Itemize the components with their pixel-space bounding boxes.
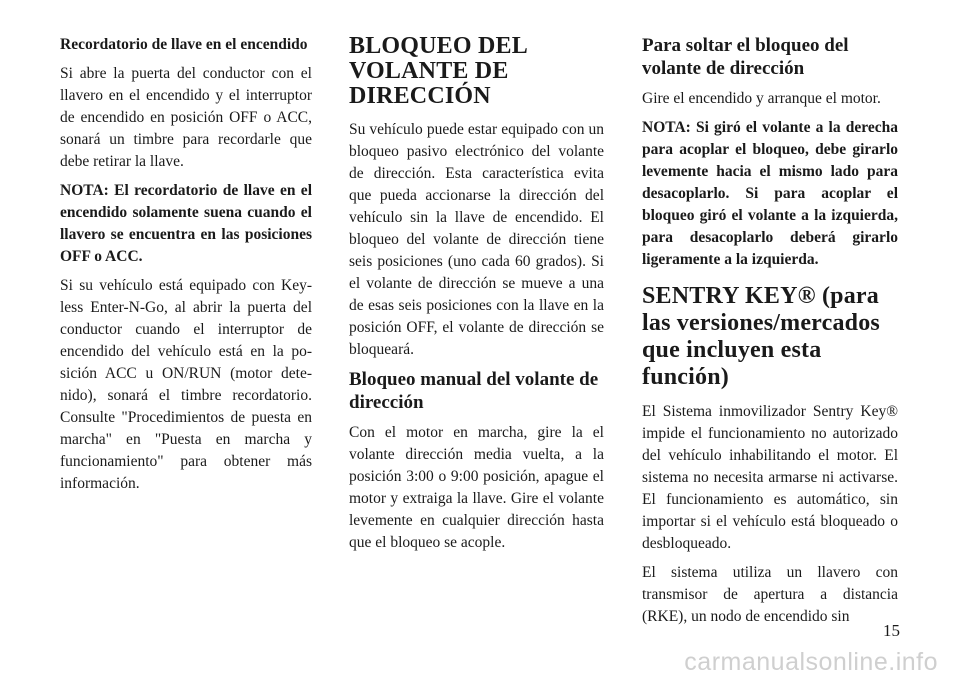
- right-column: [642, 34, 898, 635]
- middle-column: [349, 34, 604, 561]
- key-reminder-note: NOTA: El recordatorio de llave en el encendido solamente suena cuando el llavero se encuentra en las posiciones OFF o ACC.: [60, 182, 312, 265]
- sentry-key-heading: SENTRY KEY® (para las versiones/mercados que incluyen esta función): [642, 283, 880, 390]
- keyless-paragraph: Si su vehículo está equipado con Keyless Enter-N-Go, al abrir la puerta del conductor cuando el interruptor de encendido del vehículo está en la posición ACC u ON/RUN (motor detenido), sonará el timbre recordatorio. Consulte "Procedimientos de puesta en marcha" en "Puesta en marcha y funcionamiento" para obtener más información.: [60, 277, 312, 492]
- release-lock-note: NOTA: Si giró el volante a la derecha para acoplar el bloqueo, debe girarlo levemente hacia el mismo lado para desacoplarlo. Si para acoplar el bloqueo giró el volante a la izquierda, para desacoplarlo deberá girarlo ligeramente a la izquierda.: [642, 119, 898, 268]
- watermark: carmanualsonline.info: [684, 648, 938, 676]
- manual-lock-subheading: Bloqueo manual del volante de dirección: [349, 369, 599, 413]
- sentry-key-paragraph-2: El sistema utiliza un llavero con transmisor de apertura a distancia (RKE), un nodo de encendido sin: [642, 564, 898, 625]
- release-lock-subheading: Para soltar el bloqueo del volante de dirección: [642, 35, 849, 79]
- key-reminder-paragraph: Si abre la puerta del conductor con el llavero en el encendido y el interruptor de encendido en posición OFF o ACC, sonará un timbre para recordarle que debe retirar la llave.: [60, 65, 312, 170]
- steering-lock-paragraph: Su vehículo puede estar equipado con un bloqueo pasivo electrónico del volante de dirección. Esta característica evita que pueda accionarse la dirección del vehículo sin la llave de encendido. El bloqueo del volante de dirección tiene seis posiciones (uno cada 60 grados). Si el volante de dirección se mueve a una de esas seis posiciones con la llave en la posición OFF, el volante de dirección se bloqueará.: [349, 121, 604, 358]
- key-reminder-subheading: Recordatorio de llave en el encendido: [60, 36, 308, 53]
- release-lock-paragraph: Gire el encendido y arranque el motor.: [642, 90, 881, 107]
- page-number: 15: [883, 621, 900, 640]
- steering-lock-heading: BLOQUEO DEL VOLANTE DE DIRECCIÓN: [349, 33, 527, 109]
- left-column: [60, 34, 312, 502]
- manual-lock-paragraph: Con el motor en marcha, gire la el volante dirección media vuelta, a la posición 3:00 o 9:00 posición, apague el motor y extraiga la llave. Gire el volante levemente en cualquier dirección hasta que el bloqueo se acople.: [349, 424, 604, 551]
- sentry-key-paragraph: El Sistema inmovilizador Sentry Key® impide el funcionamiento no autorizado del vehículo inhabilitando el motor. El sistema no necesita armarse ni activarse. El funcionamiento es automático, sin importar si el vehículo está bloqueado o desbloqueado.: [642, 403, 898, 552]
